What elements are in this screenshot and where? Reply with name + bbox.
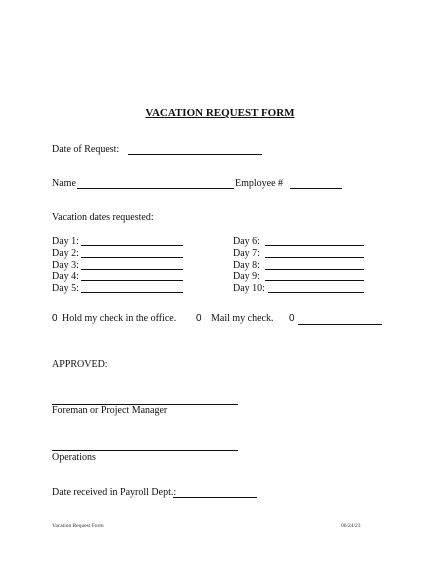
- day-5-label: Day 5:: [52, 283, 79, 294]
- mail-check-label: Mail my check.: [211, 313, 274, 324]
- date-of-request-label: Date of Request:: [52, 144, 120, 155]
- footer-right-text: 06/24/23: [341, 523, 361, 529]
- day-4-field[interactable]: [81, 280, 183, 281]
- day-8-field[interactable]: [265, 269, 364, 270]
- hold-check-option-mark[interactable]: 0: [52, 313, 58, 324]
- operations-label: Operations: [52, 452, 96, 463]
- name-field[interactable]: [77, 188, 234, 189]
- day-9-field[interactable]: [265, 280, 364, 281]
- mail-check-option-mark[interactable]: 0: [196, 313, 202, 324]
- date-of-request-field[interactable]: [128, 154, 262, 155]
- day-8-label: Day 8:: [233, 260, 260, 271]
- other-option-field[interactable]: [298, 324, 382, 325]
- other-option-mark[interactable]: 0: [289, 313, 295, 324]
- day-10-label: Day 10:: [233, 283, 265, 294]
- day-1-field[interactable]: [81, 245, 183, 246]
- vacation-dates-label: Vacation dates requested:: [52, 212, 154, 223]
- date-received-field[interactable]: [173, 497, 257, 498]
- day-6-field[interactable]: [265, 245, 364, 246]
- day-6-label: Day 6:: [233, 236, 260, 247]
- day-2-label: Day 2:: [52, 248, 79, 259]
- name-label: Name: [52, 178, 76, 189]
- employee-number-field[interactable]: [290, 188, 342, 189]
- day-1-label: Day 1:: [52, 236, 79, 247]
- approved-label: APPROVED:: [52, 359, 108, 370]
- employee-number-label: Employee #: [235, 178, 284, 189]
- day-5-field[interactable]: [81, 292, 183, 293]
- footer-left-text: Vacation Request Form: [52, 523, 104, 529]
- day-7-field[interactable]: [265, 257, 364, 258]
- day-9-label: Day 9:: [233, 271, 260, 282]
- foreman-label: Foreman or Project Manager: [52, 405, 168, 416]
- day-3-label: Day 3:: [52, 260, 79, 271]
- day-4-label: Day 4:: [52, 271, 79, 282]
- day-10-field[interactable]: [268, 292, 364, 293]
- operations-signature-line[interactable]: [52, 450, 238, 451]
- form-title: VACATION REQUEST FORM: [145, 107, 295, 119]
- hold-check-label: Hold my check in the office.: [62, 313, 177, 324]
- day-2-field[interactable]: [81, 257, 183, 258]
- day-7-label: Day 7:: [233, 248, 260, 259]
- day-3-field[interactable]: [81, 269, 183, 270]
- date-received-label: Date received in Payroll Dept.:: [52, 487, 177, 498]
